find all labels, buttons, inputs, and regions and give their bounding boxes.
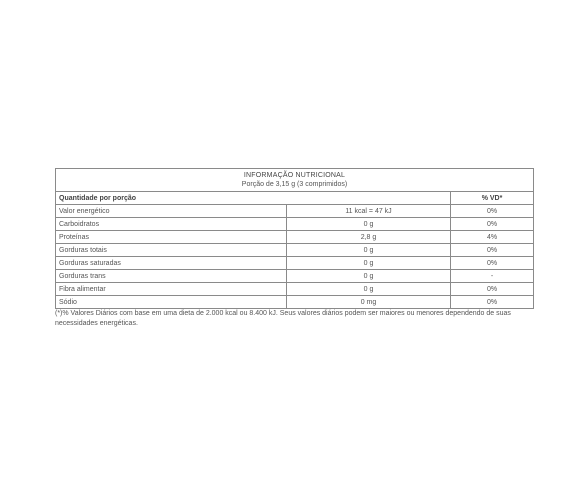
header-quantity-per-serving: Quantidade por porção	[56, 192, 451, 205]
nutrient-name: Sódio	[56, 296, 287, 309]
nutrient-rows	[56, 205, 534, 309]
table-row	[56, 296, 534, 309]
table-title: INFORMAÇÃO NUTRICIONAL	[243, 172, 346, 179]
nutrient-daily-value: 4%	[451, 231, 534, 244]
nutrient-amount: 0 mg	[287, 296, 451, 309]
nutrient-name: Carboidratos	[56, 218, 287, 231]
nutrient-name: Proteínas	[56, 231, 287, 244]
nutrient-amount: 0 g	[287, 283, 451, 296]
nutrient-daily-value: 0%	[451, 244, 534, 257]
table-row	[56, 283, 534, 296]
nutrient-amount: 0 g	[287, 244, 451, 257]
nutrient-name: Gorduras totais	[56, 244, 287, 257]
nutrient-amount: 0 g	[287, 218, 451, 231]
nutrient-daily-value: 0%	[451, 296, 534, 309]
table-title-cell	[56, 169, 534, 192]
serving-size: Porção de 3,15 g (3 comprimidos)	[241, 181, 348, 188]
nutrient-amount: 2,8 g	[287, 231, 451, 244]
table-title-row	[56, 169, 534, 192]
nutrient-amount: 0 g	[287, 257, 451, 270]
header-daily-value: % VD*	[451, 192, 534, 205]
table-header-row	[56, 192, 534, 205]
nutrient-daily-value: 0%	[451, 257, 534, 270]
table-row	[56, 270, 534, 283]
nutrient-daily-value: 0%	[451, 218, 534, 231]
nutrition-table-body	[56, 169, 534, 205]
nutrient-daily-value: 0%	[451, 283, 534, 296]
nutrient-name: Valor energético	[56, 205, 287, 218]
nutrient-daily-value: -	[451, 270, 534, 283]
nutrient-amount: 0 g	[287, 270, 451, 283]
daily-values-footnote: (*)% Valores Diários com base em uma dieta de 2.000 kcal ou 8.400 kJ. Seus valores diários podem ser maiores ou menores dependendo de suas necessidades energéticas.	[55, 310, 511, 327]
nutrient-name: Gorduras trans	[56, 270, 287, 283]
table-row	[56, 244, 534, 257]
nutrient-amount: 11 kcal = 47 kJ	[287, 205, 451, 218]
nutrition-facts-table	[55, 168, 534, 309]
table-row	[56, 205, 534, 218]
nutrient-name: Fibra alimentar	[56, 283, 287, 296]
table-row	[56, 218, 534, 231]
table-row	[56, 257, 534, 270]
nutrient-daily-value: 0%	[451, 205, 534, 218]
table-row	[56, 231, 534, 244]
nutrient-name: Gorduras saturadas	[56, 257, 287, 270]
